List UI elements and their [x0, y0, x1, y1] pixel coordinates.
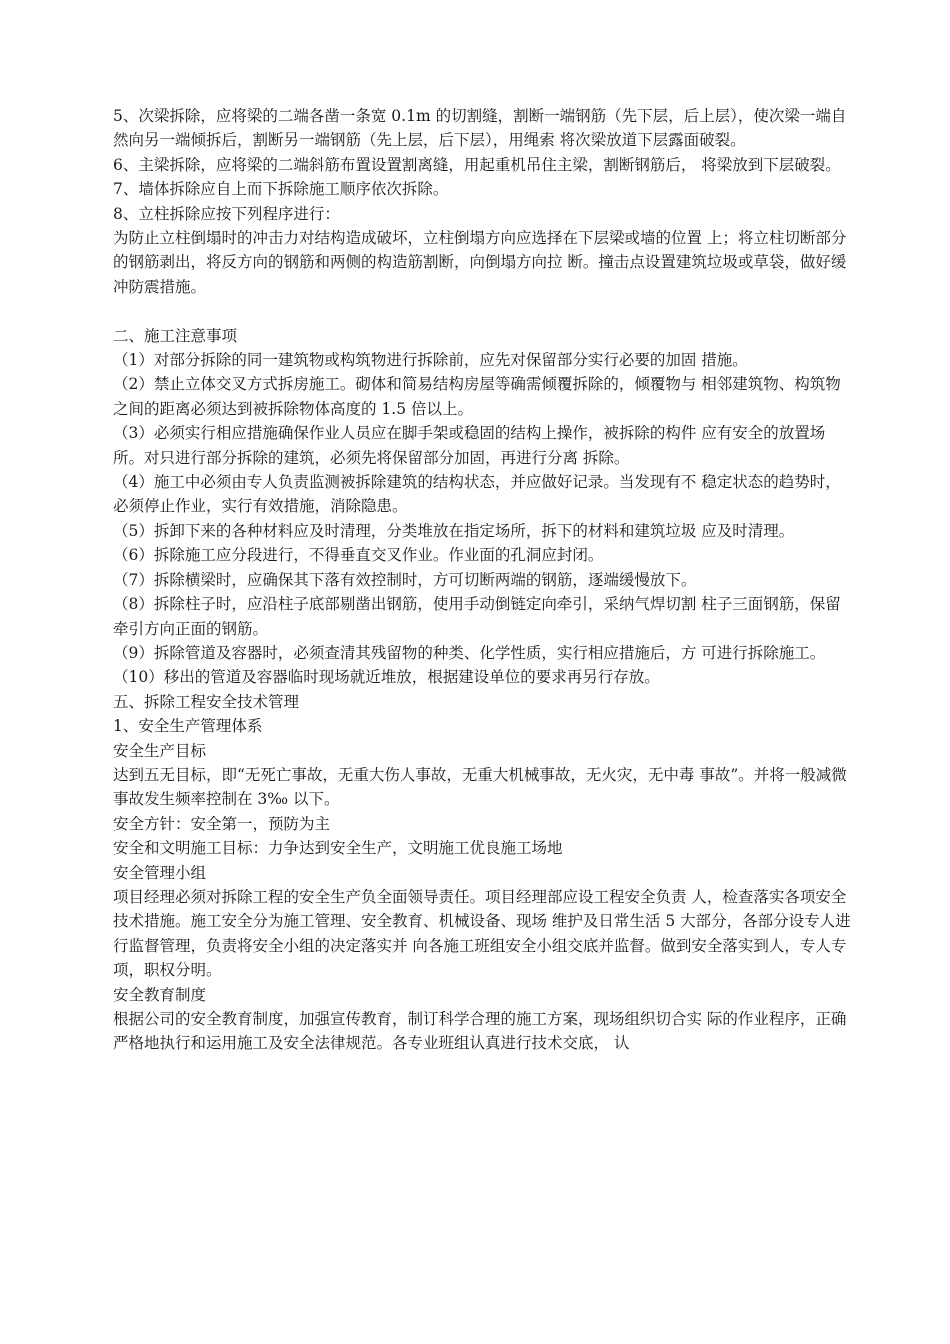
paragraph-column-removal-procedure: 为防止立柱倒塌时的冲击力对结构造成破坏，立柱倒塌方向应选择在下层梁或墙的位置 上；将立柱切断部分的钢筋剥出，将反方向的钢筋和两侧的构造筋割断，向倒塌方向拉 断。撞击点设置建筑垃圾或草袋，做好缓冲防震措施。 [113, 229, 847, 296]
note-item-5: （5）拆卸下来的各种材料应及时清理，分类堆放在指定场所，拆下的材料和建筑垃圾 应及时清理。 [113, 521, 795, 540]
paragraph-main-beam-removal: 6、主梁拆除，应将梁的二端斜筋布置设置割离缝，用起重机吊住主梁，割断钢筋后， 将梁放到下层破裂。 [113, 155, 841, 174]
note-item-10: （10）移出的管道及容器临时现场就近堆放，根据建设单位的要求再另行存放。 [113, 668, 660, 687]
note-item-7: （7）拆除横梁时，应确保其下落有效控制时，方可切断两端的钢筋，逐端缓慢放下。 [113, 570, 697, 589]
section-heading-construction-notes: 二、施工注意事项 [113, 326, 238, 345]
paragraph-safety-education: 根据公司的安全教育制度，加强宣传教育，制订科学合理的施工方案，现场组织切合实 际的作业程序，正确严格地执行和运用施工及安全法律规范。各专业班组认真进行技术交底， 认 [113, 1010, 847, 1053]
note-item-8: （8）拆除柱子时，应沿柱子底部剔凿出钢筋，使用手动倒链定向牵引，采纳气焊切割 柱子三面钢筋，保留牵引方向正面的钢筋。 [113, 595, 841, 638]
subheading-safety-education: 安全教育制度 [113, 985, 207, 1004]
paragraph-safety-goal: 达到五无目标，即“无死亡事故，无重大伤人事故，无重大机械事故，无火灾，无中毒 事故”。并将一般减微事故发生频率控制在 3‰ 以下。 [113, 765, 847, 809]
paragraph-secondary-beam-removal: 5、次梁拆除，应将梁的二端各凿一条宽 0.1m 的切割缝，割断一端钢筋（先下层，后上层），使次梁一端自然向另一端倾拆后，割断另一端钢筋（先上层，后下层），用绳索 将次梁放道下层露面破裂。 [113, 107, 847, 150]
section-heading-safety-management: 五、拆除工程安全技术管理 [113, 692, 300, 711]
paragraph-civilized-construction-goal: 安全和文明施工目标：力争达到安全生产，文明施工优良施工场地 [113, 839, 563, 858]
paragraph-safety-team: 项目经理必须对拆除工程的安全生产负全面领导责任。项目经理部应设工程安全负责 人，检查落实各项安全技术措施。施工安全分为施工管理、安全教育、机械设备、现场 维护及日常生活 5 大部分，各部分设专人进行监督管理，负责将安全小组的决定落实并 向各施工班组安全小组交底并监督。做到安全落实到人，专人专项，职权分明。 [113, 887, 851, 980]
document-page [113, 104, 853, 1056]
note-item-2: （2）禁止立体交叉方式拆房施工。砌体和简易结构房屋等确需倾覆拆除的，倾覆物与 相邻建筑物、构筑物之间的距离必须达到被拆除物体高度的 1.5 倍以上。 [113, 375, 841, 418]
paragraph-column-removal-heading: 8、立柱拆除应按下列程序进行： [113, 204, 340, 223]
note-item-6: （6）拆除施工应分段进行，不得垂直交叉作业。作业面的孔洞应封闭。 [113, 546, 604, 565]
subheading-safety-team: 安全管理小组 [113, 863, 207, 882]
note-item-4: （4）施工中必须由专人负责监测被拆除建筑的结构状态，并应做好记录。当发现有不 稳定状态的趋势时，必须停止作业，实行有效措施，消除隐患。 [113, 473, 841, 516]
subheading-safety-goal: 安全生产目标 [113, 741, 207, 760]
paragraph-wall-removal: 7、墙体拆除应自上而下拆除施工顺序依次拆除。 [113, 180, 449, 199]
subheading-safety-system: 1、安全生产管理体系 [113, 717, 263, 736]
blank-line [113, 299, 853, 323]
note-item-9: （9）拆除管道及容器时，必须查清其残留物的种类、化学性质，实行相应措施后，方 可进行拆除施工。 [113, 643, 826, 662]
note-item-3: （3）必须实行相应措施确保作业人员应在脚手架或稳固的结构上操作，被拆除的构件 应有安全的放置场所。对只进行部分拆除的建筑，必须先将保留部分加固，再进行分离 拆除。 [113, 424, 826, 467]
note-item-1: （1）对部分拆除的同一建筑物或构筑物进行拆除前，应先对保留部分实行必要的加固 措施。 [113, 351, 748, 370]
paragraph-safety-policy: 安全方针：安全第一，预防为主 [113, 814, 331, 833]
